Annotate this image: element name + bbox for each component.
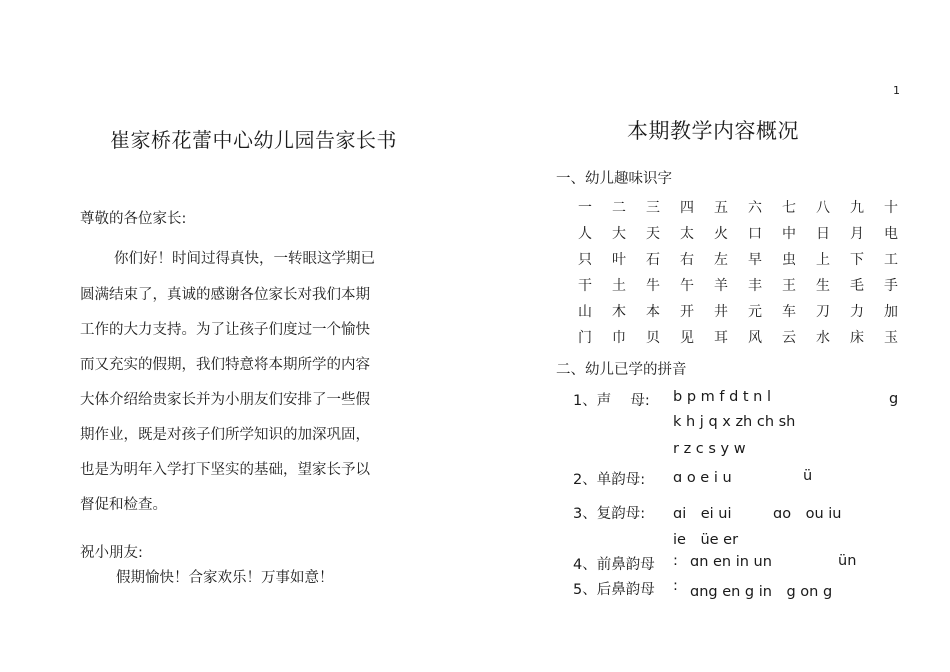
character-cell: 口 <box>748 226 762 242</box>
letter-body-line: 督促和检查。 <box>80 497 167 513</box>
letter-title: 崔家桥花蕾中心幼儿园告家长书 <box>110 128 397 152</box>
character-cell: 火 <box>714 226 728 242</box>
character-cell: 上 <box>816 252 830 268</box>
character-cell: 四 <box>680 200 694 216</box>
character-cell: 月 <box>850 226 864 242</box>
character-cell: 人 <box>578 226 592 242</box>
character-grid <box>568 195 908 351</box>
character-cell: 日 <box>816 226 830 242</box>
front-nasal-extra: ün <box>838 553 857 569</box>
character-cell: 丰 <box>748 278 762 294</box>
character-cell: 二 <box>612 200 626 216</box>
character-cell: 石 <box>646 252 660 268</box>
simple-finals-extra: ü <box>803 468 813 484</box>
character-cell: 七 <box>782 200 796 216</box>
character-cell: 加 <box>884 304 898 320</box>
character-cell: 生 <box>816 278 830 294</box>
character-cell: 力 <box>850 304 864 320</box>
character-cell: 羊 <box>714 278 728 294</box>
character-cell: 刀 <box>816 304 830 320</box>
letter-salutation: 尊敬的各位家长: <box>80 211 187 227</box>
letter-body-line: 大体介绍给贵家长并为小朋友们安排了一些假 <box>80 392 370 408</box>
character-cell: 本 <box>646 304 660 320</box>
letter-body-line: 而又充实的假期，我们特意将本期所学的内容 <box>80 357 370 373</box>
character-cell: 手 <box>884 278 898 294</box>
character-cell: 右 <box>680 252 694 268</box>
front-nasal: ɑn en in un <box>690 554 772 570</box>
compound-finals-line-1a: ɑi ei ui <box>673 506 732 522</box>
character-cell: 牛 <box>646 278 660 294</box>
character-cell: 太 <box>680 226 694 242</box>
character-cell: 木 <box>612 304 626 320</box>
letter-body-line: 期作业，既是对孩子们所学知识的加深巩固， <box>80 427 370 443</box>
character-cell: 工 <box>884 252 898 268</box>
character-cell: 门 <box>578 330 592 346</box>
back-nasal-colon: : <box>673 578 678 594</box>
character-cell: 虫 <box>782 252 796 268</box>
letter-body-line: 工作的大力支持。为了让孩子们度过一个愉快 <box>80 322 370 338</box>
character-cell: 八 <box>816 200 830 216</box>
wish-label: 祝小朋友: <box>80 545 143 561</box>
character-cell: 早 <box>748 252 762 268</box>
character-cell: 云 <box>782 330 796 346</box>
character-cell: 山 <box>578 304 592 320</box>
initials-line-1: b p m f d t n l <box>673 389 772 405</box>
character-cell: 下 <box>850 252 864 268</box>
simple-finals-label: 2、单韵母: <box>573 472 646 488</box>
character-cell: 王 <box>782 278 796 294</box>
letter-body-line: 你们好！时间过得真快，一转眼这学期已 <box>114 251 375 267</box>
back-nasal: ɑng en g in g on g <box>690 584 833 600</box>
initials-label: 1、声 母: <box>573 393 650 409</box>
initials-line-3: r z c s y w <box>673 441 746 457</box>
character-cell: 巾 <box>612 330 626 346</box>
back-nasal-label: 5、后鼻韵母 <box>573 582 655 598</box>
compound-finals-line-2: ie üe er <box>673 532 739 548</box>
wish-text: 假期愉快！合家欢乐！万事如意！ <box>116 570 334 586</box>
section-heading-pinyin: 二、幼儿已学的拼音 <box>556 362 687 378</box>
character-cell: 十 <box>884 200 898 216</box>
character-cell: 贝 <box>646 330 660 346</box>
simple-finals: ɑ o e i u <box>673 470 732 486</box>
character-cell: 土 <box>612 278 626 294</box>
character-cell: 大 <box>612 226 626 242</box>
character-cell: 床 <box>850 330 864 346</box>
section-heading-characters: 一、幼儿趣味识字 <box>556 171 672 187</box>
character-cell: 五 <box>714 200 728 216</box>
character-cell: 井 <box>714 304 728 320</box>
initials-line-2: k h j q x zh ch sh <box>673 414 796 430</box>
compound-finals-line-1b: ɑo ou iu <box>773 506 842 522</box>
character-cell: 干 <box>578 278 592 294</box>
character-cell: 午 <box>680 278 694 294</box>
compound-finals-label: 3、复韵母: <box>573 506 646 522</box>
character-cell: 耳 <box>714 330 728 346</box>
character-cell: 车 <box>782 304 796 320</box>
character-cell: 水 <box>816 330 830 346</box>
character-cell: 一 <box>578 200 592 216</box>
character-cell: 风 <box>748 330 762 346</box>
front-nasal-label: 4、前鼻韵母 <box>573 557 655 573</box>
character-cell: 只 <box>578 252 592 268</box>
letter-body-line: 也是为明年入学打下坚实的基础，望家长予以 <box>80 462 370 478</box>
page-number: 1 <box>893 84 900 97</box>
front-nasal-colon: : <box>673 553 678 569</box>
overview-title: 本期教学内容概况 <box>627 119 799 143</box>
character-cell: 天 <box>646 226 660 242</box>
character-cell: 开 <box>680 304 694 320</box>
character-cell: 元 <box>748 304 762 320</box>
character-cell: 中 <box>782 226 796 242</box>
character-cell: 左 <box>714 252 728 268</box>
character-cell: 六 <box>748 200 762 216</box>
character-cell: 电 <box>884 226 898 242</box>
letter-body-line: 圆满结束了，真诚的感谢各位家长对我们本期 <box>80 287 370 303</box>
character-cell: 见 <box>680 330 694 346</box>
character-cell: 毛 <box>850 278 864 294</box>
initials-extra: g <box>889 391 899 407</box>
character-cell: 三 <box>646 200 660 216</box>
character-cell: 玉 <box>884 330 898 346</box>
character-cell: 九 <box>850 200 864 216</box>
character-cell: 叶 <box>612 252 626 268</box>
